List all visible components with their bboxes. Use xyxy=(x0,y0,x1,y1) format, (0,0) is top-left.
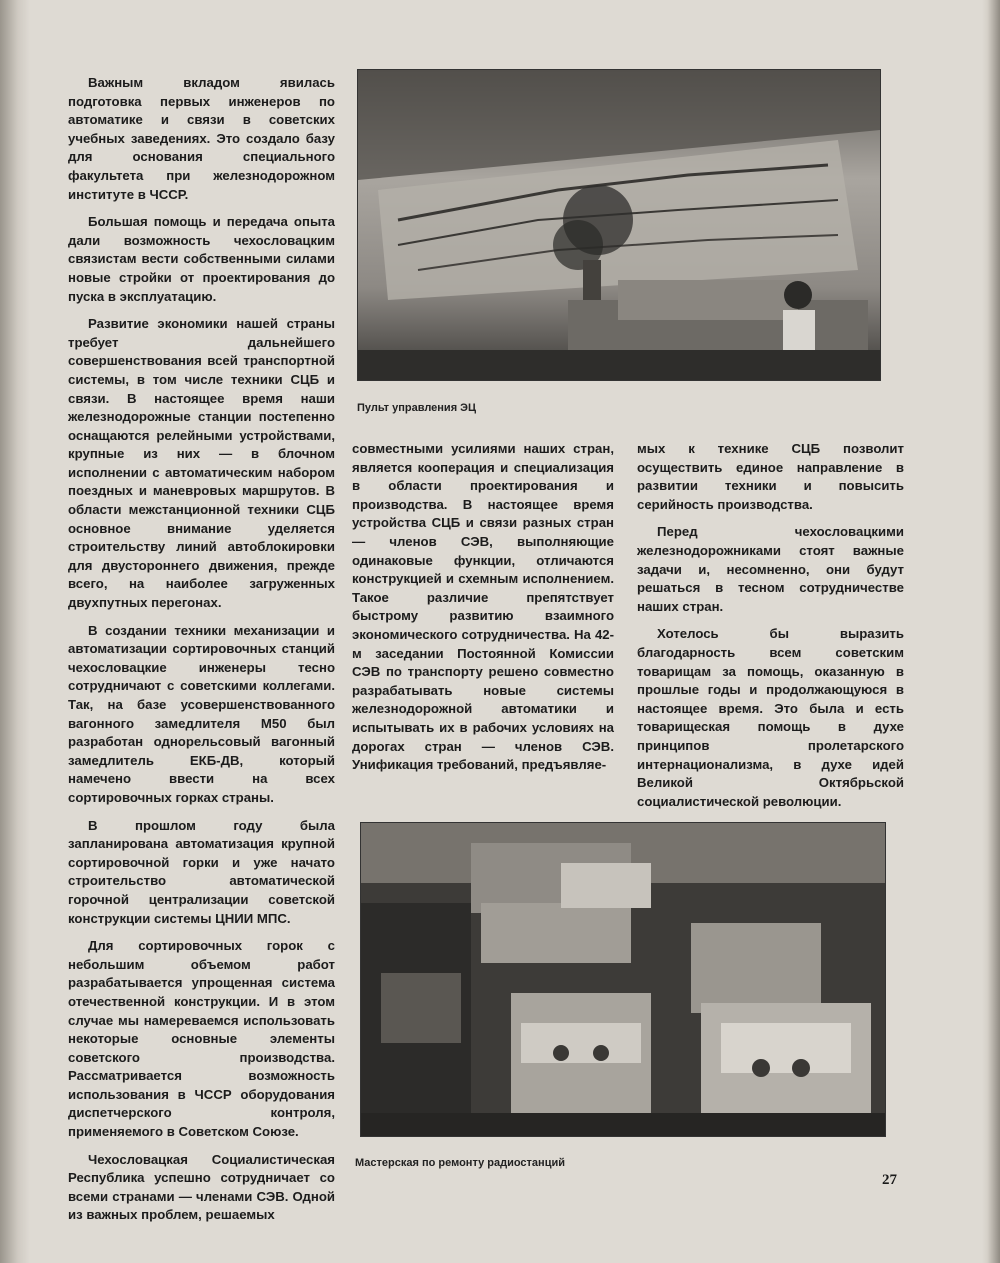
control-room-image xyxy=(358,70,880,380)
page-edge-shadow xyxy=(982,0,1000,1263)
page-number: 27 xyxy=(882,1172,897,1188)
paragraph: мых к технике СЦБ позволит осуществить единое направление в развитии техники и повысить серийность производства. xyxy=(637,441,904,512)
paragraph: В прошлом году была запланирована автоматизация крупной сортировочной горки и уже начато строительство автоматической горочной централизации советской конструкции системы ЦНИИ МПС. xyxy=(68,817,335,926)
paragraph: Чехословацкая Социалистическая Республика успешно сотрудничает со всеми странами — членами СЭВ. Одной из важных проблем, решаемых xyxy=(68,1151,335,1223)
page-binding-shadow xyxy=(0,0,30,1263)
paragraph: совместными усилиями наших стран, является кооперация и специализация в области проектирования и производства. В настоящее время устройства СЦБ и связи разных стран — членов СЭВ, выполняющие одинаковые функции, отличаются конструкцией и схемным исполнением. Такое различие препятствует быстрому развитию взаимного экономического сотрудничества. На 42-м заседании Постоянной Комиссии СЭВ по транспорту решено совместно разрабатывать новые системы железнодорожной автоматики и испытывать их в рабочих условиях на дорогах стран — членов СЭВ. Унификация требований, предъявляе- xyxy=(352,441,614,773)
photo-caption: Пульт управления ЭЦ xyxy=(357,402,477,414)
article-column-2 xyxy=(352,440,614,784)
paragraph: Важным вкладом явилась подготовка первых инженеров по автоматике и связи в советских учебных заведениях. Это создало базу для основания специального факультета при железнодорожном институте в ЧССР. xyxy=(68,75,335,202)
photo-caption: Мастерская по ремонту радиостанций xyxy=(355,1157,565,1169)
paragraph: Хотелось бы выразить благодарность всем советским товарищам за помощь, оказанную в прошлые годы и продолжающуюся в настоящее время. Это была и есть товарищеская помощь в духе принципов пролетарского интернационализма, в духе идей Великой Октябрьской социалистической революции. xyxy=(637,626,904,809)
article-column-1 xyxy=(68,74,335,1234)
paragraph: Большая помощь и передача опыта дали возможность чехословацким связистам вести собственными силами новые стройки от проектирования до пуска в эксплуатацию. xyxy=(68,214,335,304)
repair-workshop-photo xyxy=(360,822,886,1137)
paragraph: Перед чехословацкими железнодорожниками стоят важные задачи и, несомненно, они будут решаться в тесном сотрудничестве наших стран. xyxy=(637,524,904,614)
article-column-3 xyxy=(637,440,904,820)
paragraph: Развитие экономики нашей страны требует дальнейшего совершенствования всей транспортной системы, в том числе техники СЦБ и связи. В настоящее время наши железнодорожные станции постепенно оснащаются релейными устройствами, крупные из них — в блочном исполнении с автоматическим набором поездных и маневровых маршрутов. В области межстанционной техники СЦБ основное внимание уделяется строительству линий автоблокировки для двустороннего движения, прежде всего, на наиболее загруженных двухпутных перегонах. xyxy=(68,316,335,611)
control-panel-photo xyxy=(357,69,881,381)
radio-workshop-image xyxy=(361,823,885,1136)
paragraph: Для сортировочных горок с небольшим объемом работ разрабатывается упрощенная система отечественной конструкции. И в этом случае мы намереваемся использовать некоторые основные элементы советского производства. Рассматривается возможность использования в ЧССР оборудования диспетчерского контроля, применяемого в Советском Союзе. xyxy=(68,938,335,1140)
paragraph: В создании техники механизации и автоматизации сортировочных станций чехословацкие инженеры тесно сотрудничают с советскими коллегами. Так, на базе усовершенствованного вагонного замедлителя М50 был разработан однорельсовый вагонный замедлитель ЕКБ-ДВ, который намечено ввести на всех сортировочных горках страны. xyxy=(68,622,335,805)
